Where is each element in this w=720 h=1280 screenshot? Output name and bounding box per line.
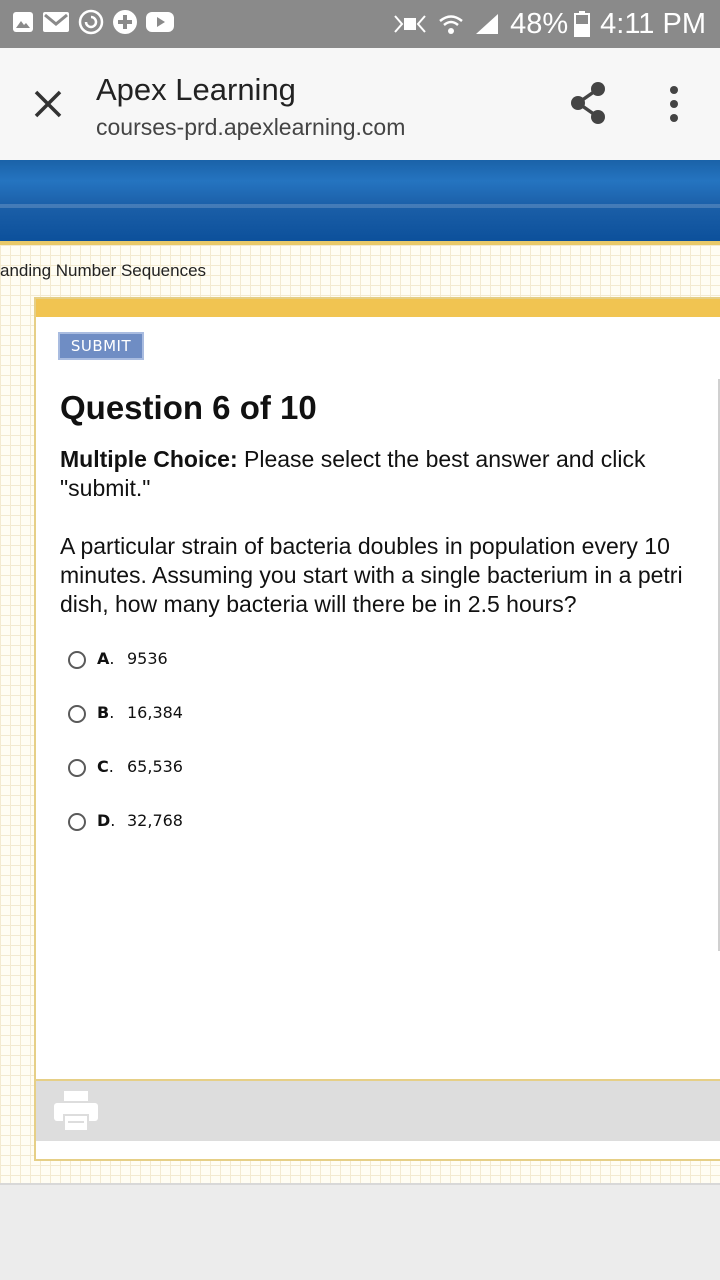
answer-option-c[interactable]: C. 65,536 xyxy=(66,755,366,809)
option-text: 65,536 xyxy=(127,757,183,776)
instruction-text: Please select the best answer and click "submit." xyxy=(60,446,646,501)
panel-header-bar xyxy=(36,299,720,317)
question-title: Question 6 of 10 xyxy=(60,389,317,426)
option-letter: A xyxy=(97,649,110,668)
answer-option-b[interactable]: B. 16,384 xyxy=(66,701,366,755)
wifi-icon xyxy=(438,12,464,36)
page-bottom-divider xyxy=(0,1183,720,1185)
radio-button[interactable] xyxy=(68,705,86,723)
gmail-icon xyxy=(42,11,70,38)
status-bar xyxy=(0,0,720,48)
option-letter: C xyxy=(97,757,109,776)
answer-option-a[interactable]: A. 9536 xyxy=(66,647,366,701)
page-title: Apex Learning xyxy=(96,72,296,107)
answer-option-d[interactable]: D. 32,768 xyxy=(66,809,366,863)
answer-options xyxy=(66,647,366,863)
youtube-icon xyxy=(146,12,174,37)
question-instructions xyxy=(60,445,700,503)
nfc-icon xyxy=(392,12,428,36)
page-url: courses-prd.apexlearning.com xyxy=(96,114,406,140)
question-text: A particular strain of bacteria doubles in population every 10 minutes. Assuming you start with a single bacterium in a petri dish, how many bacteria will there be in 2.5 hours? xyxy=(60,533,683,617)
more-vert-icon xyxy=(664,86,684,122)
plus-circle-icon xyxy=(112,9,138,40)
battery-percent: 48% xyxy=(510,7,569,40)
option-text: 16,384 xyxy=(127,703,183,722)
breadcrumb: anding Number Sequences xyxy=(0,261,207,280)
option-letter: D xyxy=(97,811,111,830)
option-text: 9536 xyxy=(127,649,168,668)
share-button[interactable] xyxy=(566,80,610,126)
share-icon xyxy=(566,80,610,126)
print-button[interactable] xyxy=(54,1091,98,1131)
close-button[interactable] xyxy=(28,84,68,124)
clock: 4:11 PM xyxy=(600,7,706,40)
status-bar-notifications xyxy=(12,9,182,39)
option-text: 32,768 xyxy=(127,811,183,830)
gallery-icon xyxy=(12,11,34,38)
site-banner xyxy=(0,160,720,244)
battery-icon xyxy=(574,11,590,37)
radio-button[interactable] xyxy=(68,759,86,777)
course-area xyxy=(0,245,720,1183)
quiz-panel xyxy=(34,297,720,1161)
sync-icon xyxy=(78,9,104,40)
radio-button[interactable] xyxy=(68,813,86,831)
panel-footer xyxy=(36,1079,720,1141)
instruction-label: Multiple Choice: xyxy=(60,446,238,472)
browser-app-bar xyxy=(0,48,720,160)
status-bar-system xyxy=(392,6,706,42)
submit-button[interactable]: SUBMIT xyxy=(58,332,144,360)
radio-button[interactable] xyxy=(68,651,86,669)
signal-icon xyxy=(474,12,500,36)
printer-icon xyxy=(54,1091,98,1131)
overflow-menu-button[interactable] xyxy=(664,86,684,122)
close-icon xyxy=(28,84,68,124)
option-letter: B xyxy=(97,703,110,722)
